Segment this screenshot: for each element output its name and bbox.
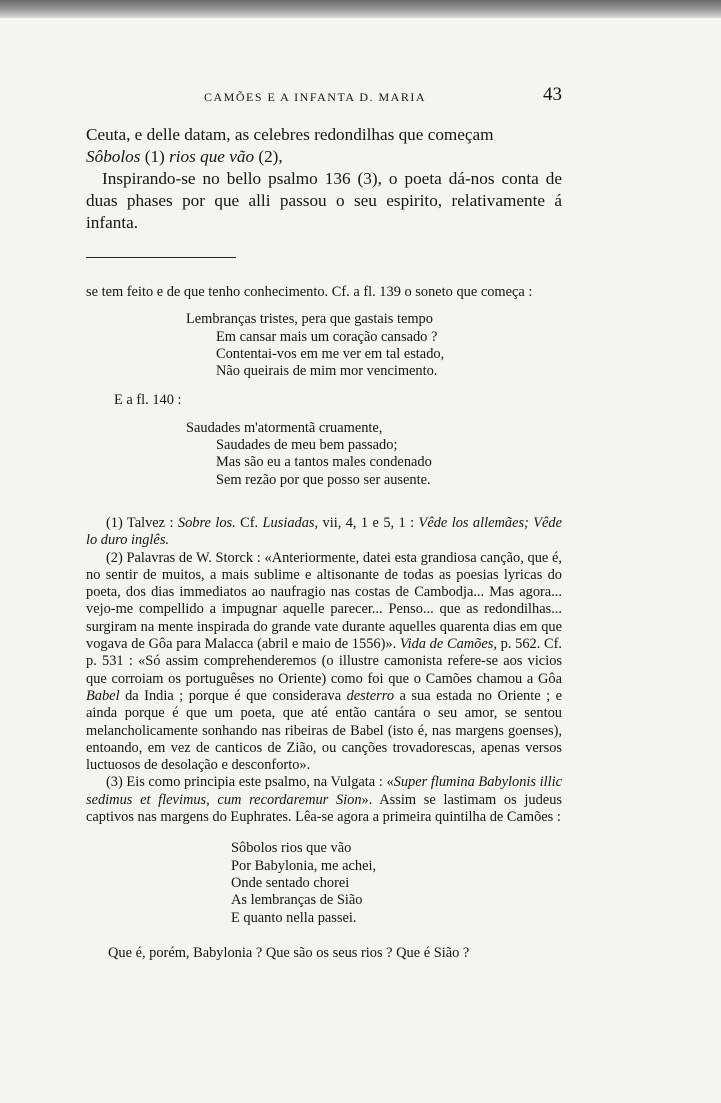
main-note-ref-1: (1) — [140, 147, 170, 166]
footnote-2-italic-babel: Babel — [86, 687, 120, 704]
verse-line: Contentai-vos em me ver em tal estado, — [216, 345, 445, 362]
verse-line: Sôbolos rios que vão — [231, 840, 352, 857]
footnote-1-italic-3: Vêde los allemães; Vêde lo duro inglês. — [86, 514, 563, 549]
footnote-2 — [86, 550, 562, 775]
verse-sonnet-1 — [86, 311, 562, 380]
footnote-3-text-1: (3) Eis como principia este psalmo, na Vulgata : « — [106, 774, 394, 791]
verse-line: E quanto nella passei. — [231, 909, 357, 926]
verse-line: Mas são eu a tantos males condenado — [216, 454, 432, 471]
running-title: CAMÕES E A INFANTA D. MARIA — [204, 90, 426, 104]
footnote-list — [86, 515, 562, 826]
footnote-3 — [86, 774, 562, 826]
footnote-3-text-2: ». Assim se lastimam os judeus captivos nas margens do Euphrates. Lêa-se agora a primeira quintilha de Camões : — [86, 791, 562, 826]
footnote-2-text-2: p. 562. Cf. p. 531 : «Só assim comprehenderemos (o illustre camonista refere-se aos vicios que corroiam os portuguêses no Oriente) como foi que o Camões chamou a Gôa — [86, 636, 562, 687]
scan-top-edge — [0, 0, 721, 18]
main-line-1: Ceuta, e delle datam, as celebres redondilhas que começam — [86, 125, 494, 144]
note-continuation: se tem feito e de que tenho conhecimento. Cf. a fl. 139 o soneto que começa : — [86, 284, 533, 300]
verse-line: As lembranças de Sião — [231, 892, 363, 909]
verse-line: Em cansar mais um coração cansado ? — [216, 328, 438, 345]
footnote-2-italic-vida: Vida de Camões, — [399, 636, 497, 653]
footnote-1-num: (1) Talvez : — [106, 514, 178, 531]
footnote-1-italic-1: Sobre los. — [177, 514, 236, 531]
main-text — [86, 124, 562, 234]
verse-line: Saudades de meu bem passado; — [216, 437, 398, 454]
main-note-ref-2: (2), — [254, 147, 283, 166]
verse-quintilha — [86, 840, 562, 926]
footnote-1-text-2: vii, 4, 1 e 5, 1 : — [318, 514, 419, 531]
main-italic-rios: rios que vão — [169, 147, 255, 166]
footnote-2-text-4: a sua estada no Oriente ; e ainda porque é que um poeta, que até então cantára o seu amor, se sentou melancholicamente sonhando nas ribeiras de Babel (isto é, nas margens goenses), entoando, em vez de canticos de Zião, ou canções trovadorescas, apenas versos luctuosos de desolação e desconforto». — [86, 687, 562, 774]
verse-line: Não queirais de mim mor vencimento. — [216, 363, 438, 380]
footnotes-area — [86, 284, 562, 962]
verse-sonnet-2 — [86, 420, 562, 489]
book-page — [86, 84, 562, 962]
footnote-2-text-3: da India ; porque é que considerava — [119, 687, 347, 704]
page-number: 43 — [543, 84, 562, 105]
closing-question: Que é, porém, Babylonia ? Que são os seus rios ? Que é Sião ? — [108, 944, 470, 961]
footnote-2-italic-desterro: desterro — [346, 687, 395, 704]
verse-line: Saudades m'atormentã cruamente, — [186, 419, 383, 436]
page-header — [86, 84, 562, 112]
main-paragraph-2: Inspirando-se no bello psalmo 136 (3), o poeta dá-nos conta de duas phases por que alli passou o seu espirito, relativamente á infanta. — [86, 169, 562, 232]
verse-line: Por Babylonia, me achei, — [231, 857, 377, 874]
footnote-3-italic-latin: Super flumina Babylonis illic sedimus et flevimus, cum recordaremur Sion — [86, 774, 562, 808]
footnote-1-text-1: Cf. — [235, 514, 263, 531]
verse-intro: E a fl. 140 : — [114, 392, 182, 409]
main-paragraph-1 — [86, 124, 562, 168]
verse-line: Lembranças tristes, pera que gastais tempo — [186, 311, 433, 328]
footnote-separator — [86, 257, 236, 258]
footnote-2-text-1: (2) Palavras de W. Storck : «Anteriormente, datei esta grandiosa canção, que é, no sentir de muitos, a mais sublime e altisonante de todas as poesias lyricas do poeta, dos dias immediatos ao naufragio nas costas de Cambodja... Mas agora... vejo-me compellido a impugnar aquelle parecer... Penso... que as redondilhas... surgiram na mente inspirada do grande vate durante aquelles quarenta dias em que vogava de Gôa para Malacca (abril e maio de 1556)». — [86, 549, 562, 653]
main-italic-sobolos: Sôbolos — [86, 147, 141, 166]
footnote-1 — [86, 515, 562, 550]
verse-line: Sem rezão por que posso ser ausente. — [216, 471, 431, 488]
verse-line: Onde sentado chorei — [231, 874, 350, 891]
footnote-1-italic-2: Lusiadas, — [262, 514, 319, 531]
